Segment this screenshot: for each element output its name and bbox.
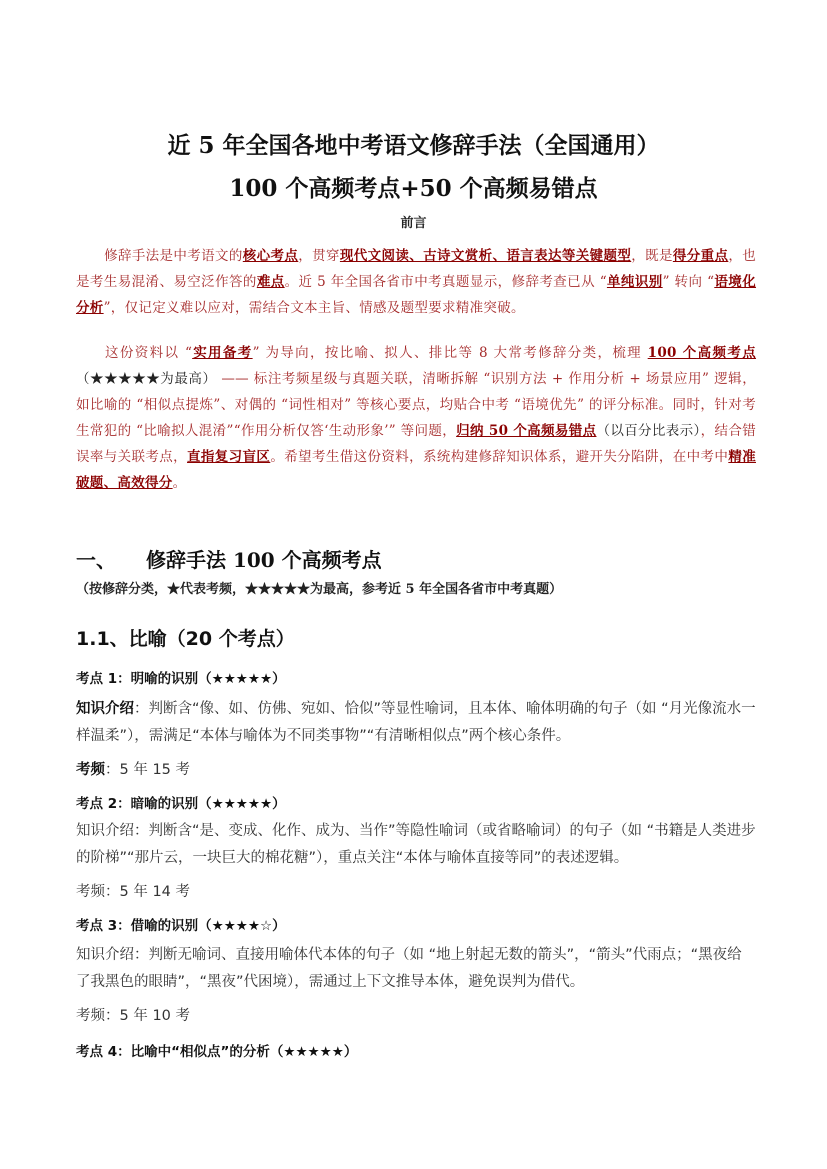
point-text: ：判断无喻词、直接用喻体代本体的句子（如 “地上射起无数的箭头”，“箭头”代雨点；“黑夜给了我黑色的眼睛”，“黑夜”代困境），需通过上下文推导本体，避免误判为借代。	[76, 947, 742, 990]
intro-highlight: 单纯识别	[606, 274, 663, 290]
intro-note: （★★★★★为最高）	[76, 371, 217, 387]
intro-text: ，也是考生易混淆、易空泛作答的	[76, 248, 757, 290]
point-heading: 考点 4：比喻中“相似点”的分析（★★★★★）	[76, 1044, 358, 1060]
section-number: 一、	[76, 548, 116, 572]
intro-highlight: 直指复习盲区	[187, 449, 271, 465]
intro-highlight: 现代文阅读、古诗文赏析、语言表达等关键题型	[339, 248, 632, 264]
point-description	[76, 696, 756, 750]
point-label: 知识介绍	[76, 701, 134, 717]
intro-highlight: 难点	[256, 274, 285, 290]
section-heading	[76, 544, 382, 573]
document-title: 近 5 年全国各地中考语文修辞手法（全国通用）	[167, 132, 660, 159]
frequency-value: ：5 年 14 考	[105, 884, 191, 900]
intro-note: （以百分比表示）	[596, 423, 701, 439]
intro-highlight: 得分重点	[672, 248, 729, 264]
frequency-value: ：5 年 10 考	[105, 1008, 191, 1024]
intro-highlight: 归纳 50 个高频易错点	[456, 423, 597, 439]
intro-text: 。	[172, 475, 187, 491]
intro-text: ”，仅记定义难以应对，需结合文本主旨、情感及题型要求精准突破。	[103, 300, 525, 316]
intro-highlight: 精准破题、高效得分	[76, 449, 756, 491]
frequency-label: 考频	[76, 1008, 105, 1024]
point-description	[76, 942, 756, 996]
point-heading: 考点 1：明喻的识别（★★★★★）	[76, 671, 286, 687]
point-frequency	[76, 880, 190, 901]
intro-paragraph-2	[76, 340, 756, 496]
subsection-heading: 1.1、比喻（20 个考点）	[76, 628, 295, 650]
point-label: 知识介绍	[76, 823, 134, 839]
intro-text: 这份资料以 “	[104, 345, 193, 361]
point-text: ：判断含“像、如、仿佛、宛如、恰似”等显性喻词，且本体、喻体明确的句子（如 “月光像流水一样温柔”），需满足“本体与喻体为不同类事物”“有清晰相似点”两个核心条件。	[76, 701, 756, 744]
frequency-label: 考频	[76, 884, 105, 900]
frequency-label: 考频	[76, 762, 105, 778]
intro-text: ，结合错误率与关联考点，	[76, 423, 756, 465]
intro-text: 。希望考生借这份资料，系统构建修辞知识体系，避开失分陷阱，在中考中	[270, 449, 729, 465]
frequency-value: ：5 年 15 考	[105, 762, 191, 778]
document-subtitle: 100 个高频考点+50 个高频易错点	[229, 175, 598, 202]
point-frequency	[76, 758, 190, 779]
section-title: 修辞手法 100 个高频考点	[146, 548, 382, 572]
point-description	[76, 818, 756, 872]
intro-text: ” 为导向，按比喻、拟人、排比等 8 大常考修辞分类，梳理	[252, 345, 648, 361]
point-label: 知识介绍	[76, 947, 134, 963]
intro-highlight: 实用备考	[192, 345, 253, 361]
intro-highlight: 核心考点	[242, 248, 299, 264]
intro-paragraph-1	[76, 243, 756, 321]
intro-highlight: 100 个高频考点	[647, 345, 757, 361]
intro-text: 修辞手法是中考语文的	[104, 248, 243, 264]
point-heading: 考点 2：暗喻的识别（★★★★★）	[76, 796, 286, 812]
intro-text: —— 标注考频星级与真题关联，清晰拆解 “识别方法 + 作用分析 + 场景应用” 逻辑，如比喻的 “相似点提炼”、对偶的 “词性相对” 等核心要点，均贴合中考 “语境优先” 的评分标准。同时，针对考生常犯的 “比喻拟人混淆”“作用分析仅答‘生动形象’” 等问题，	[76, 371, 756, 439]
point-text: ：判断含“是、变成、化作、成为、当作”等隐性喻词（或省略喻词）的句子（如 “书籍是人类进步的阶梯”“那片云，一块巨大的棉花糖”），重点关注“本体与喻体直接等同”的表述逻辑。	[76, 823, 756, 866]
intro-text: 。近 5 年全国各省市中考真题显示，修辞考查已从 “	[284, 274, 607, 290]
intro-text: ，既是	[631, 248, 673, 264]
section-note: （按修辞分类，★代表考频，★★★★★为最高，参考近 5 年全国各省市中考真题）	[76, 582, 563, 597]
point-frequency	[76, 1004, 190, 1025]
intro-text: ，贯穿	[298, 248, 340, 264]
intro-highlight: 语境化分析	[76, 274, 757, 316]
preface-heading: 前言	[400, 216, 427, 231]
intro-text: ” 转向 “	[662, 274, 715, 290]
point-heading: 考点 3：借喻的识别（★★★★☆）	[76, 918, 286, 934]
